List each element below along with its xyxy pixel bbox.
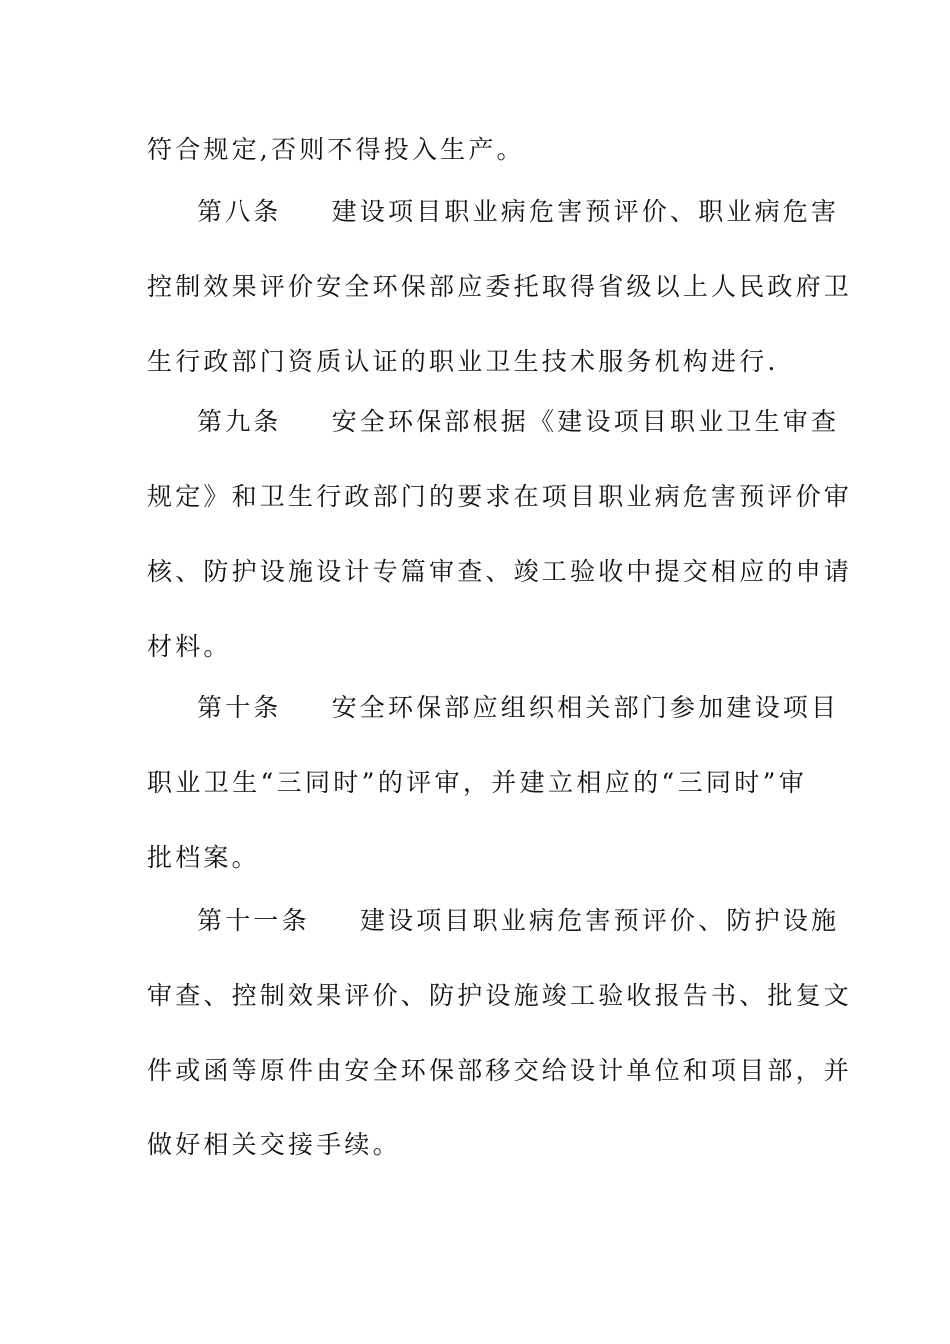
article-label: 第九条 bbox=[197, 407, 282, 436]
text-line: 材料。 bbox=[147, 632, 232, 661]
article-label: 第八条 bbox=[197, 197, 282, 226]
text-line: 件或函等原件由安全环保部移交给设计单位和项目部，并 bbox=[147, 1056, 853, 1085]
article-9-first-line bbox=[197, 406, 840, 438]
article-11-first-line bbox=[197, 905, 840, 937]
text-line: 批档案。 bbox=[147, 843, 260, 872]
text-line: 规定》和卫生行政部门的要求在项目职业病危害预评价审 bbox=[147, 482, 853, 511]
text-line: 核、防护设施设计专篇审查、竣工验收中提交相应的申请 bbox=[147, 557, 853, 586]
text-line: 安全环保部应组织相关部门参加建设项目 bbox=[331, 693, 840, 722]
text-line: 建设项目职业病危害预评价、防护设施 bbox=[359, 906, 840, 935]
text-line: 控制效果评价安全环保部应委托取得省级以上人民政府卫 bbox=[147, 272, 853, 301]
text-line: 职业卫生“三同时”的评审，并建立相应的“三同时”审 bbox=[147, 768, 807, 797]
text-line: 建设项目职业病危害预评价、职业病危害 bbox=[331, 197, 840, 226]
text-line: 审查、控制效果评价、防护设施竣工验收报告书、批复文 bbox=[147, 981, 853, 1010]
article-10-first-line bbox=[197, 692, 840, 724]
text-line: 生行政部门资质认证的职业卫生技术服务机构进行. bbox=[147, 347, 779, 376]
text-line: 安全环保部根据《建设项目职业卫生审查 bbox=[331, 407, 840, 436]
text-line: 符合规定,否则不得投入生产。 bbox=[147, 135, 525, 164]
text-line: 做好相关交接手续。 bbox=[147, 1130, 401, 1159]
article-8-first-line bbox=[197, 196, 840, 228]
article-label: 第十一条 bbox=[197, 906, 310, 935]
article-label: 第十条 bbox=[197, 693, 282, 722]
